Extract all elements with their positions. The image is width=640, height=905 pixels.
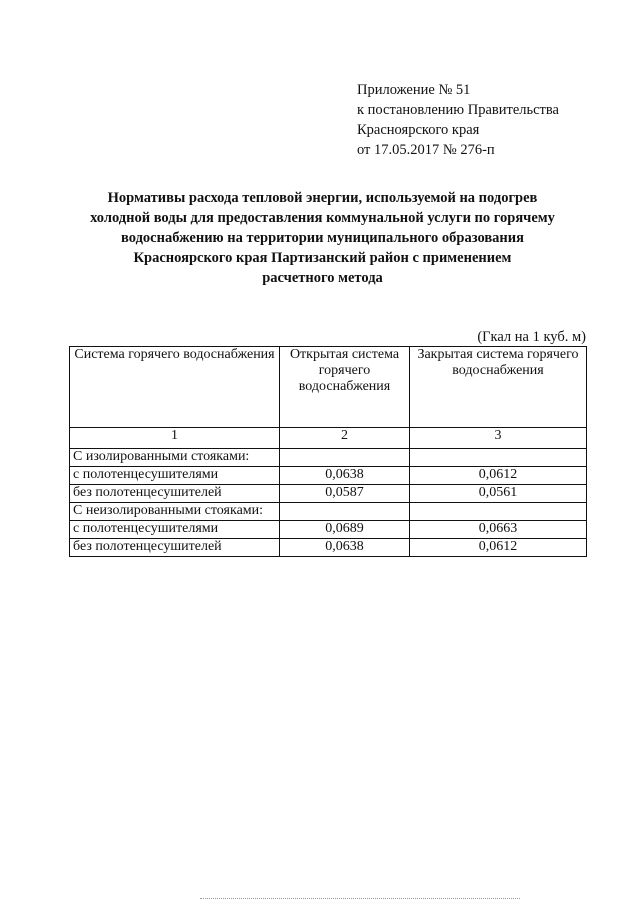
title-line: Нормативы расхода тепловой энергии, используемой на подогрев bbox=[107, 190, 538, 206]
appendix-number: Приложение № 51 bbox=[357, 82, 471, 98]
table-row bbox=[70, 521, 587, 539]
appendix-resolution: к постановлению Правительства bbox=[357, 102, 559, 118]
closed-value bbox=[410, 503, 587, 521]
appendix-date: от 17.05.2017 № 276-п bbox=[357, 142, 495, 158]
table-row bbox=[70, 539, 587, 557]
closed-value: 0,0663 bbox=[410, 521, 587, 539]
column-number-row bbox=[70, 428, 587, 449]
title-line: расчетного метода bbox=[262, 270, 383, 286]
open-value bbox=[280, 503, 410, 521]
closed-value: 0,0612 bbox=[410, 467, 587, 485]
row-label: без полотенцесушителей bbox=[70, 485, 280, 503]
open-value: 0,0587 bbox=[280, 485, 410, 503]
closed-value: 0,0612 bbox=[410, 539, 587, 557]
header-closed: Закрытая система горячего водоснабжения bbox=[410, 347, 587, 428]
title-line: Красноярского края Партизанский район с применением bbox=[133, 250, 512, 266]
header-system: Система горячего водоснабжения bbox=[70, 347, 280, 428]
table-row bbox=[70, 485, 587, 503]
row-label: без полотенцесушителей bbox=[70, 539, 280, 557]
column-number: 1 bbox=[70, 428, 280, 449]
open-value: 0,0638 bbox=[280, 539, 410, 557]
units-label: (Гкал на 1 куб. м) bbox=[477, 329, 586, 345]
row-label: С изолированными стояками: bbox=[70, 449, 280, 467]
closed-value bbox=[410, 449, 587, 467]
table-row bbox=[70, 449, 587, 467]
document-title bbox=[70, 188, 575, 288]
appendix-region: Красноярского края bbox=[357, 122, 480, 138]
scan-edge-divider bbox=[200, 898, 520, 902]
header-open: Открытая система горячего водоснабжения bbox=[280, 347, 410, 428]
open-value bbox=[280, 449, 410, 467]
table-header-row bbox=[70, 347, 587, 428]
closed-value: 0,0561 bbox=[410, 485, 587, 503]
column-number: 2 bbox=[280, 428, 410, 449]
table-row bbox=[70, 503, 587, 521]
row-label: с полотенцесушителями bbox=[70, 521, 280, 539]
row-label: С неизолированными стояками: bbox=[70, 503, 280, 521]
norms-table bbox=[69, 346, 587, 557]
row-label: с полотенцесушителями bbox=[70, 467, 280, 485]
column-number: 3 bbox=[410, 428, 587, 449]
appendix-block bbox=[357, 80, 559, 160]
title-line: водоснабжению на территории муниципального образования bbox=[121, 230, 524, 246]
open-value: 0,0638 bbox=[280, 467, 410, 485]
table-row bbox=[70, 467, 587, 485]
open-value: 0,0689 bbox=[280, 521, 410, 539]
title-line: холодной воды для предоставления коммунальной услуги по горячему bbox=[90, 210, 555, 226]
